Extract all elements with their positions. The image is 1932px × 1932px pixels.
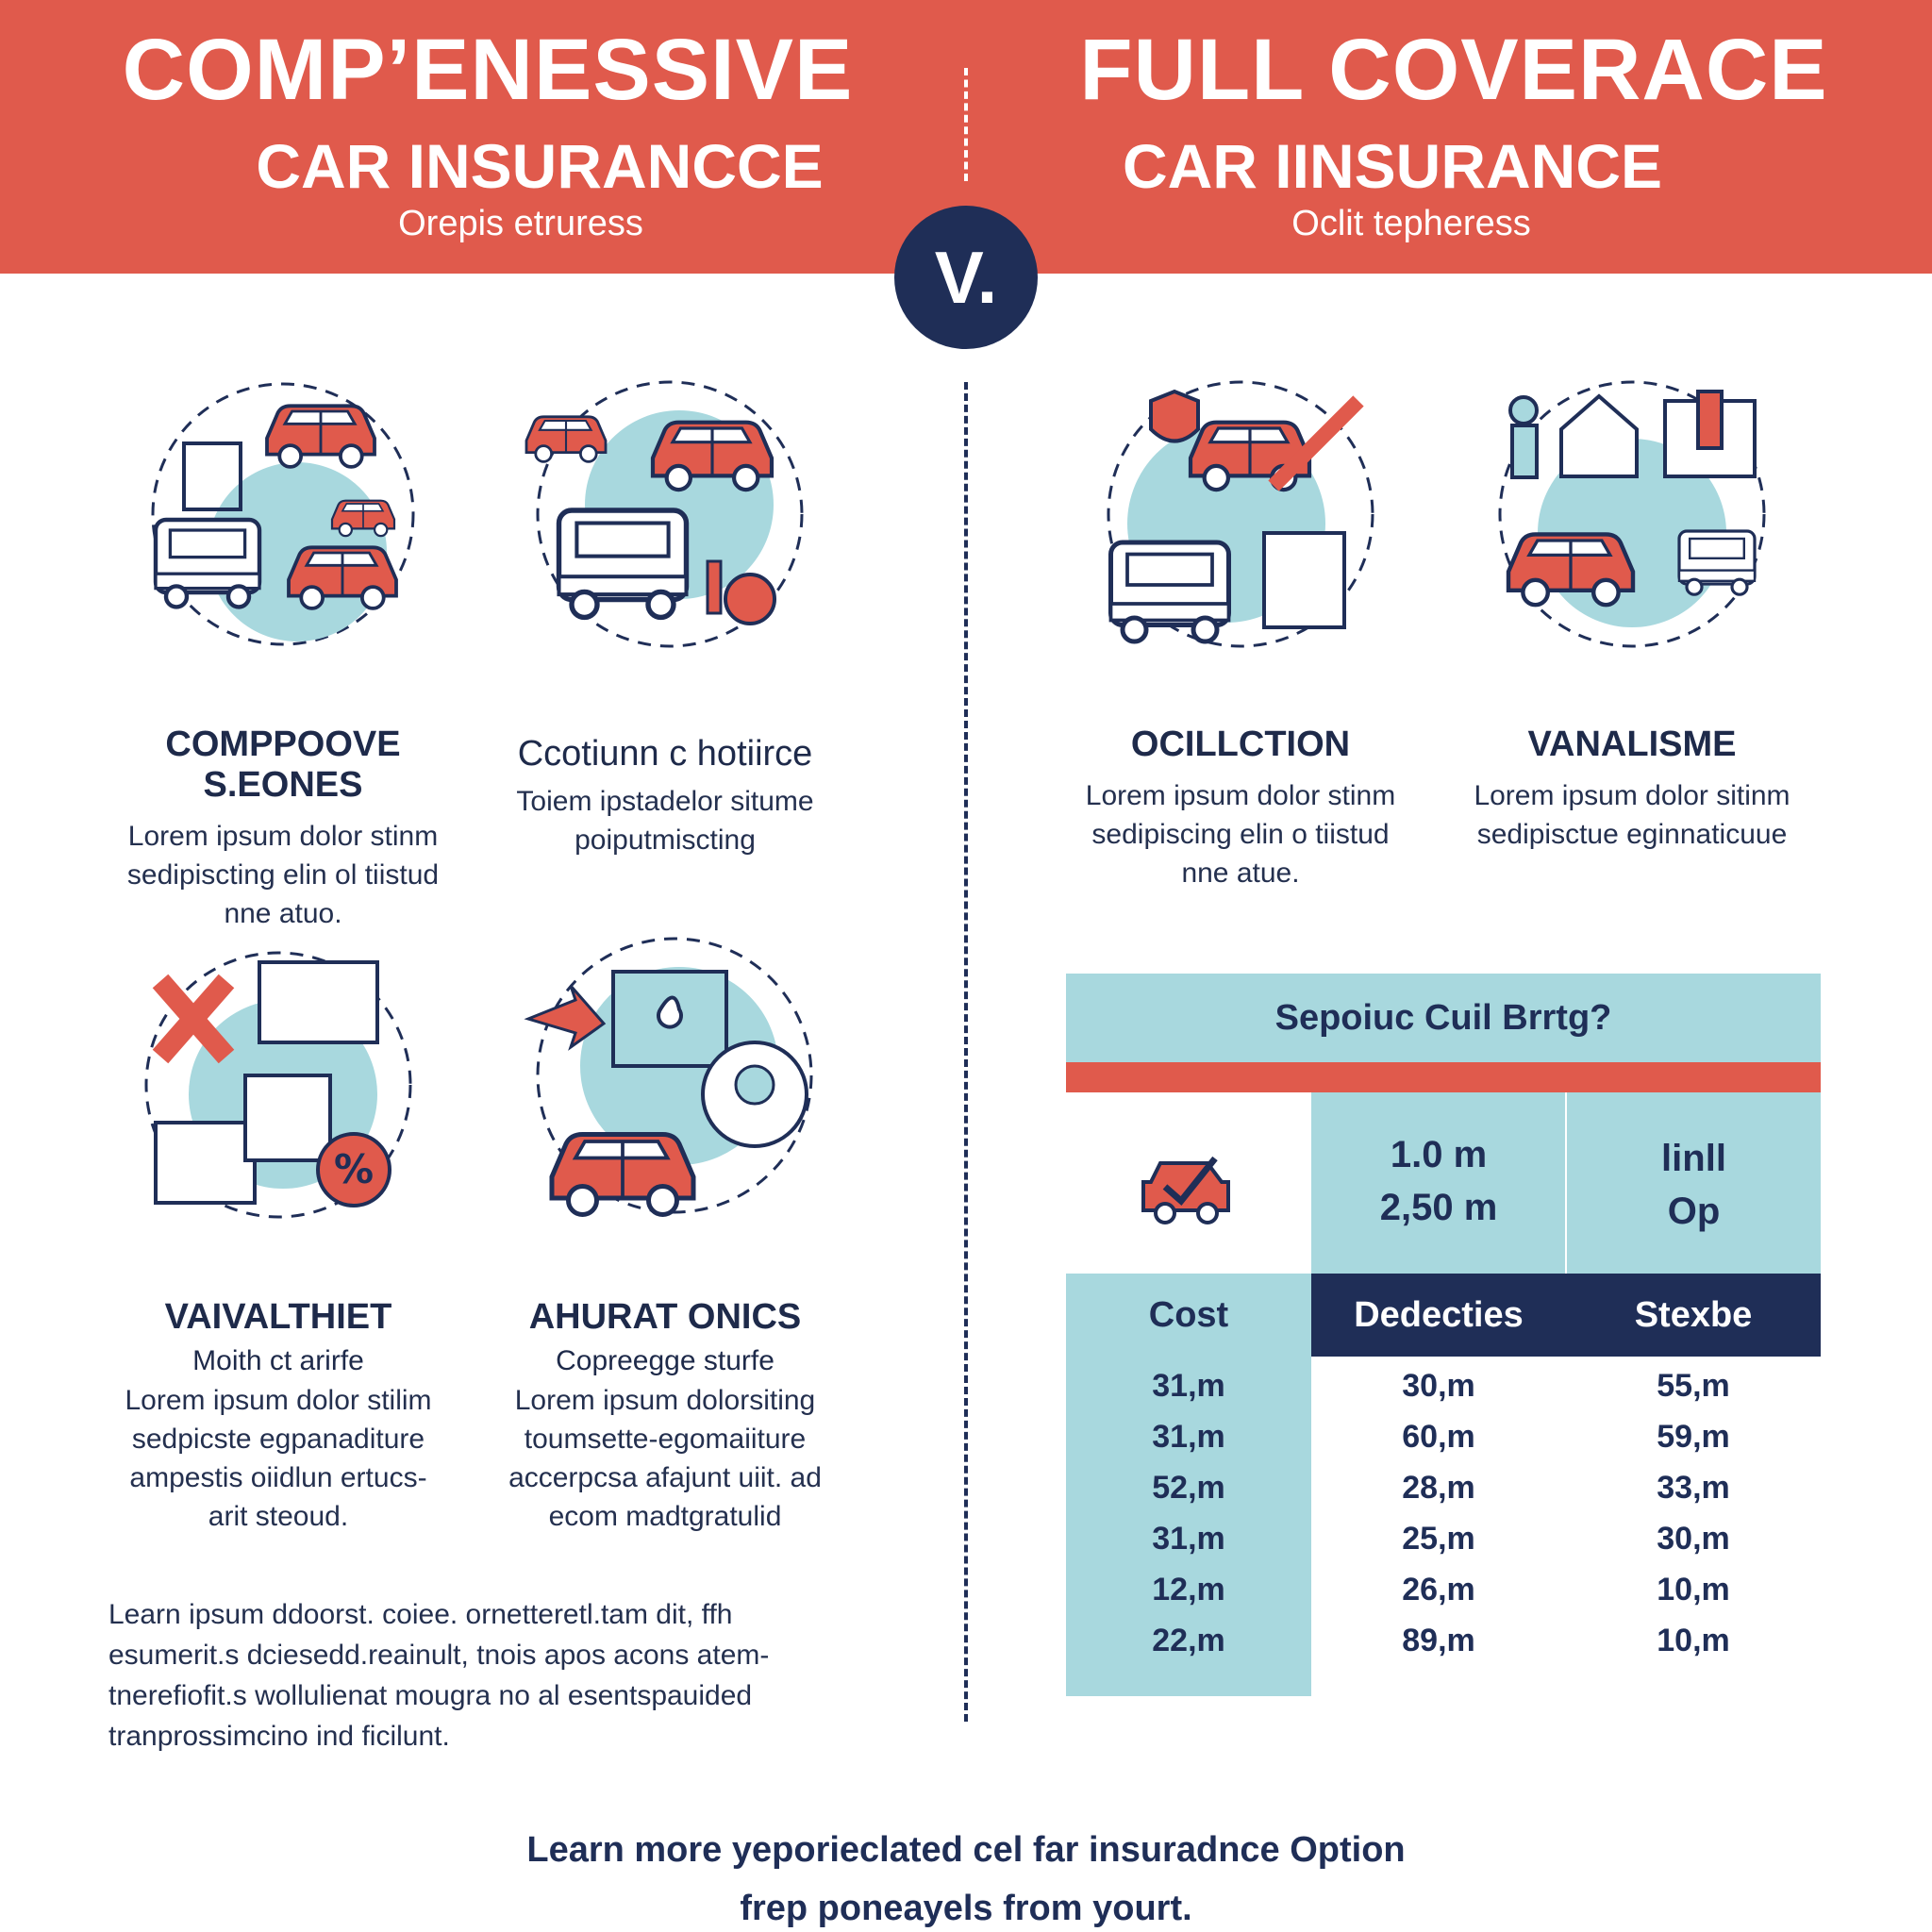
feature-subtitle: Moith ct arirfe	[192, 1345, 364, 1376]
table-cell: 10,m	[1657, 1623, 1730, 1658]
svg-text:%: %	[333, 1146, 375, 1192]
table-cell: 52,m	[1152, 1470, 1225, 1506]
feature-body: Toiem ipstadelor situme poiputmiscting	[516, 786, 814, 856]
feature-title: AHURAT ONICS	[528, 1297, 802, 1337]
feature-body: Lorem ipsum dolor sitinm sedipisctue eginnaticuue	[1474, 780, 1790, 850]
feature-right-2	[1443, 373, 1821, 854]
table-cell: 60,m	[1402, 1419, 1475, 1455]
right-title: FULL COVERACE	[1079, 22, 1828, 118]
center-divider	[964, 382, 968, 1722]
fuel-car-person-icon	[509, 934, 821, 1245]
table-cell: 89,m	[1402, 1623, 1475, 1658]
table-cell: 31,m	[1152, 1521, 1225, 1557]
footer-line: Learn more yeporieclated cel far insuradnce Option	[526, 1830, 1406, 1870]
feature-body: Lorem ipsum dolor stinm sedipiscing elin o tiistud nne atue.	[1085, 780, 1396, 889]
right-subtitle: CAR IINSURANCE	[1122, 131, 1663, 201]
table-top-cell-2: linll Op	[1567, 1092, 1821, 1274]
feature-title: OCILLCTION	[1130, 724, 1351, 764]
feature-left-2	[476, 373, 854, 859]
table-cell: 59,m	[1657, 1419, 1730, 1455]
table-cell: 28,m	[1402, 1470, 1475, 1506]
feature-left-3	[90, 934, 467, 1536]
footer-line: frep poneayels from yourt.	[740, 1889, 1192, 1928]
feature-left-1	[94, 373, 472, 933]
vs-badge: V.	[894, 206, 1038, 349]
car-accident-icon	[509, 373, 821, 684]
header-divider	[964, 68, 968, 181]
left-tagline: Orepis etruress	[398, 204, 643, 243]
summary-paragraph: Learn ipsum ddoorst. coiee. ornetteretl.tam dit, ffh esumerit.s dciesedd.reainult, tnois apos acons atem- tnerefiofit.s wollulienat mougra no al esentspauided tranprossimcino ind ficilunt.	[108, 1599, 770, 1752]
feature-body: Lorem ipsum dolor stilim sedpicste egpanaditure ampestis oiidlun ertucs- arit steoud.	[125, 1385, 432, 1532]
table-header-third: Stexbe	[1566, 1274, 1821, 1357]
car-check-icon	[1066, 1092, 1311, 1274]
table-header-cost: Cost	[1066, 1274, 1311, 1357]
table-cell: 26,m	[1402, 1572, 1475, 1607]
table-accent-bar	[1066, 1062, 1821, 1092]
header-left	[0, 0, 966, 274]
table-icon-cell	[1066, 1092, 1311, 1274]
table-cell: 30,m	[1657, 1521, 1730, 1557]
table-cell: 22,m	[1152, 1623, 1225, 1658]
table-top-cell-1: 1.0 m 2,50 m	[1311, 1092, 1566, 1274]
feature-title: VAIVALTHIET	[164, 1297, 392, 1337]
left-subtitle: CAR INSURANCCE	[256, 131, 824, 201]
feature-subtitle: Copreegge sturfe	[556, 1345, 774, 1376]
table-header-deductibles: Dedecties	[1311, 1274, 1566, 1357]
table-cell: 31,m	[1152, 1368, 1225, 1404]
feature-left-4	[476, 934, 854, 1536]
left-title: COMP’ENESSIVE	[122, 22, 854, 118]
table-title: Sepoiuc Cuil Brrtg?	[1066, 974, 1821, 1062]
feature-right-1	[1052, 373, 1429, 892]
comparison-table	[1066, 974, 1821, 1667]
header-right	[966, 0, 1932, 274]
table-cell: 31,m	[1152, 1419, 1225, 1455]
feature-title: COMPPOOVE S.EONES	[165, 724, 401, 805]
shield-car-icon	[1085, 373, 1396, 684]
feature-title: VANALISME	[1527, 724, 1737, 764]
table-cell: 30,m	[1402, 1368, 1475, 1404]
table-cell: 55,m	[1657, 1368, 1730, 1404]
car-collection-icon	[127, 373, 439, 684]
table-cell: 25,m	[1402, 1521, 1475, 1557]
house-person-car-icon	[1476, 373, 1788, 684]
tools-discount-icon	[123, 934, 434, 1245]
right-tagline: Oclit tepheress	[1291, 204, 1531, 243]
feature-title: Ccotiunn c hotiirce	[517, 734, 813, 774]
footer-cta	[0, 1821, 1932, 1932]
table-cell: 10,m	[1657, 1572, 1730, 1607]
table-cell: 33,m	[1657, 1470, 1730, 1506]
feature-body: Lorem ipsum dolor stinm sedipiscting elin ol tiistud nne atuo.	[126, 821, 440, 929]
feature-body: Lorem ipsum dolorsiting toumsette-egomaiiture accerpcsa afajunt uiit. ad ecom madtgratulid	[508, 1385, 822, 1532]
table-cell: 12,m	[1152, 1572, 1225, 1607]
